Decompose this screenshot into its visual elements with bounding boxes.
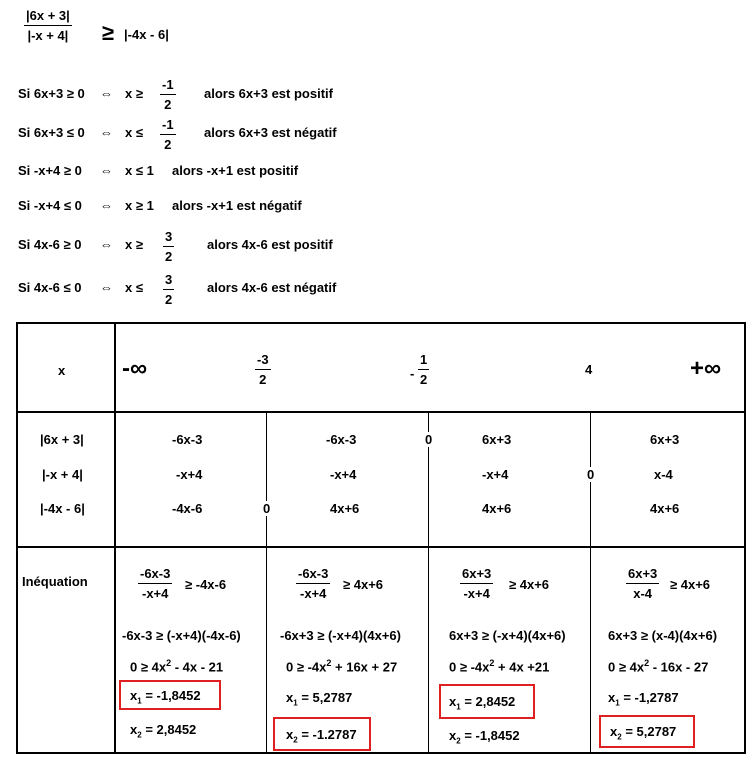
col1-inequation-num: -6x-3 xyxy=(140,566,171,581)
value-2-sign: - xyxy=(410,366,415,381)
col1-x1-value: = -1,8452 xyxy=(145,688,201,703)
col1-inequation-rhs: ≥ -4x-6 xyxy=(185,577,227,592)
col1-step2-exponent: 2 xyxy=(166,658,172,668)
condition-5-fraction-num: 3 xyxy=(165,229,173,244)
col4-inequation-den: x-4 xyxy=(633,586,653,601)
col4-x1 xyxy=(608,690,679,708)
col3-row3: 4x+6 xyxy=(482,501,512,516)
col3-row2: -x+4 xyxy=(482,467,509,482)
col1-x2 xyxy=(130,722,196,740)
col1-step1: -6x-3 ≥ (-x+4)(-4x-6) xyxy=(122,628,241,643)
condition-4-text: Si -x+4 ≤ 0 xyxy=(18,198,82,213)
col1-row1: -6x-3 xyxy=(172,432,203,447)
col3-inequation-num: 6x+3 xyxy=(462,566,492,581)
condition-1-fraction-den: 2 xyxy=(164,97,172,112)
col1-row3: -4x-6 xyxy=(172,501,203,516)
main-inequality-rhs: |-4x - 6| xyxy=(124,27,169,42)
equivalence-symbol: ⇔ xyxy=(100,237,113,252)
col3-step2 xyxy=(449,658,549,674)
value-1-den: 2 xyxy=(259,372,267,387)
condition-6-result: alors 4x-6 est négatif xyxy=(207,280,337,295)
row-label-x4: |-x + 4| xyxy=(42,467,83,482)
x-symbol: x xyxy=(130,688,138,703)
condition-2-fraction-den: 2 xyxy=(164,137,172,152)
condition-2-fraction xyxy=(160,117,176,152)
value-1-num: -3 xyxy=(257,352,269,367)
value-four: 4 xyxy=(585,362,593,377)
col2-x1-value: = 5,2787 xyxy=(301,690,353,705)
col3-row1: 6x+3 xyxy=(482,432,512,447)
col4-row1: 6x+3 xyxy=(650,432,680,447)
x-symbol: x xyxy=(286,727,294,742)
condition-3-result: alors -x+1 est positif xyxy=(172,163,299,178)
condition-2-x: x ≤ xyxy=(125,125,143,140)
subscript-1: 1 xyxy=(456,702,461,712)
x-symbol: x xyxy=(610,724,618,739)
equivalence-symbol: ⇔ xyxy=(100,198,113,213)
col2-row2: -x+4 xyxy=(330,467,357,482)
condition-6-fraction xyxy=(163,272,174,307)
col3-step2-a: 0 ≥ -4x xyxy=(449,659,490,675)
col1-inequation-den: -x+4 xyxy=(141,586,169,601)
col4-step2-a: 0 ≥ 4x xyxy=(608,659,645,675)
neg-infinity: -∞ xyxy=(122,355,148,382)
col3-step1: 6x+3 ≥ (-x+4)(4x+6) xyxy=(449,628,566,643)
col2-inequation-rhs: ≥ 4x+6 xyxy=(343,577,384,592)
col2-inequation-fraction xyxy=(296,566,330,601)
col3-x1-value: = 2,8452 xyxy=(464,694,516,709)
col2-step1: -6x+3 ≥ (-x+4)(4x+6) xyxy=(280,628,401,643)
main-inequality-denominator: |-x + 4| xyxy=(27,28,69,43)
col4-step2-exponent: 2 xyxy=(644,658,650,668)
col4-x2-value: = 5,2787 xyxy=(625,724,677,739)
col4-step2-b: - 16x - 27 xyxy=(649,659,709,675)
pos-infinity: +∞ xyxy=(690,355,722,382)
value-neg-one-half xyxy=(418,352,429,387)
condition-5-text: Si 4x-6 ≥ 0 xyxy=(18,237,82,252)
subscript-2: 2 xyxy=(456,736,461,746)
zero-6x3: 0 xyxy=(425,432,433,447)
x-symbol: x xyxy=(608,690,616,705)
col3-step2-exponent: 2 xyxy=(489,658,495,668)
main-inequality-numerator: |6x + 3| xyxy=(26,8,70,23)
col2-step2-a: 0 ≥ -4x xyxy=(286,659,327,675)
col4-inequation-fraction xyxy=(626,566,659,601)
col4-inequation-rhs: ≥ 4x+6 xyxy=(670,577,711,592)
condition-1-x: x ≥ xyxy=(125,86,143,101)
x-symbol: x xyxy=(286,690,294,705)
subscript-1: 1 xyxy=(615,698,620,708)
col3-x2-value: = -1,8452 xyxy=(464,728,520,743)
equivalence-symbol: ⇔ xyxy=(100,125,113,140)
row-label-6x3: |6x + 3| xyxy=(40,432,84,447)
condition-5-fraction-den: 2 xyxy=(165,249,173,264)
x-symbol: x xyxy=(449,728,457,743)
value-2-num: 1 xyxy=(420,352,428,367)
inequation-label: Inéquation xyxy=(22,574,88,589)
col4-row3: 4x+6 xyxy=(650,501,680,516)
subscript-1: 1 xyxy=(293,698,298,708)
main-inequality-fraction xyxy=(24,8,72,43)
x-symbol: x xyxy=(130,722,138,737)
condition-4-x: x ≥ 1 xyxy=(125,198,154,213)
col2-step2-b: + 16x + 27 xyxy=(331,659,398,675)
col3-inequation-den: -x+4 xyxy=(463,586,490,601)
col3-inequation-fraction xyxy=(460,566,493,601)
col4-inequation-num: 6x+3 xyxy=(628,566,658,581)
x-header: x xyxy=(58,363,66,378)
col1-row2: -x+4 xyxy=(176,467,203,482)
condition-2-text: Si 6x+3 ≤ 0 xyxy=(18,125,85,140)
col3-x1-highlight xyxy=(439,684,535,719)
col2-inequation-num: -6x-3 xyxy=(298,566,329,581)
col4-row2: x-4 xyxy=(654,467,673,482)
col4-x1-value: = -1,2787 xyxy=(623,690,679,705)
col1-step2-b: - 4x - 21 xyxy=(171,659,224,675)
col2-row3: 4x+6 xyxy=(330,501,360,516)
col4-x2-highlight xyxy=(599,715,695,748)
col4-step1: 6x+3 ≥ (x-4)(4x+6) xyxy=(608,628,718,643)
condition-3-text: Si -x+4 ≥ 0 xyxy=(18,163,82,178)
condition-3-x: x ≤ 1 xyxy=(125,163,154,178)
subscript-1: 1 xyxy=(137,696,142,706)
col2-inequation-den: -x+4 xyxy=(299,586,327,601)
value-neg-three-halves xyxy=(255,352,271,387)
col2-row1: -6x-3 xyxy=(326,432,357,447)
col2-step2-exponent: 2 xyxy=(326,658,332,668)
col1-x1-highlight xyxy=(119,680,221,710)
subscript-2: 2 xyxy=(137,730,142,740)
condition-1-result: alors 6x+3 est positif xyxy=(204,86,333,101)
value-2-den: 2 xyxy=(420,372,428,387)
col2-x2-value: = -1.2787 xyxy=(301,727,357,742)
col3-x2 xyxy=(449,728,520,746)
condition-6-text: Si 4x-6 ≤ 0 xyxy=(18,280,82,295)
col2-step2 xyxy=(286,658,397,674)
equivalence-symbol: ⇔ xyxy=(100,86,113,101)
condition-1-fraction-num: -1 xyxy=(162,77,174,92)
condition-4-result: alors -x+1 est négatif xyxy=(172,198,302,213)
condition-2-fraction-num: -1 xyxy=(162,117,174,132)
condition-5-result: alors 4x-6 est positif xyxy=(207,237,333,252)
condition-6-fraction-num: 3 xyxy=(165,272,173,287)
x-symbol: x xyxy=(449,694,457,709)
condition-1-text: Si 6x+3 ≥ 0 xyxy=(18,86,85,101)
condition-5-x: x ≥ xyxy=(125,237,143,252)
col3-step2-b: + 4x +21 xyxy=(494,659,550,675)
subscript-2: 2 xyxy=(293,735,298,745)
col2-x2-highlight xyxy=(273,717,371,751)
zero-4x6: 0 xyxy=(263,501,271,516)
condition-6-x: x ≤ xyxy=(125,280,143,295)
col1-step2 xyxy=(130,658,223,674)
col3-inequation-rhs: ≥ 4x+6 xyxy=(509,577,550,592)
condition-6-fraction-den: 2 xyxy=(165,292,173,307)
equivalence-symbol: ⇔ xyxy=(100,163,113,178)
subscript-2: 2 xyxy=(617,732,622,742)
main-inequality-sign: ≥ xyxy=(102,20,115,45)
col4-step2 xyxy=(608,658,708,674)
condition-1-fraction xyxy=(160,77,176,112)
col1-x2-value: = 2,8452 xyxy=(145,722,197,737)
col1-inequation-fraction xyxy=(138,566,172,601)
zero-x4: 0 xyxy=(587,467,595,482)
col2-x1 xyxy=(286,690,352,708)
equivalence-symbol: ⇔ xyxy=(100,280,113,295)
condition-5-fraction xyxy=(163,229,174,264)
condition-2-result: alors 6x+3 est négatif xyxy=(204,125,337,140)
row-label-4x6: |-4x - 6| xyxy=(40,501,85,516)
col1-step2-a: 0 ≥ 4x xyxy=(130,659,167,675)
